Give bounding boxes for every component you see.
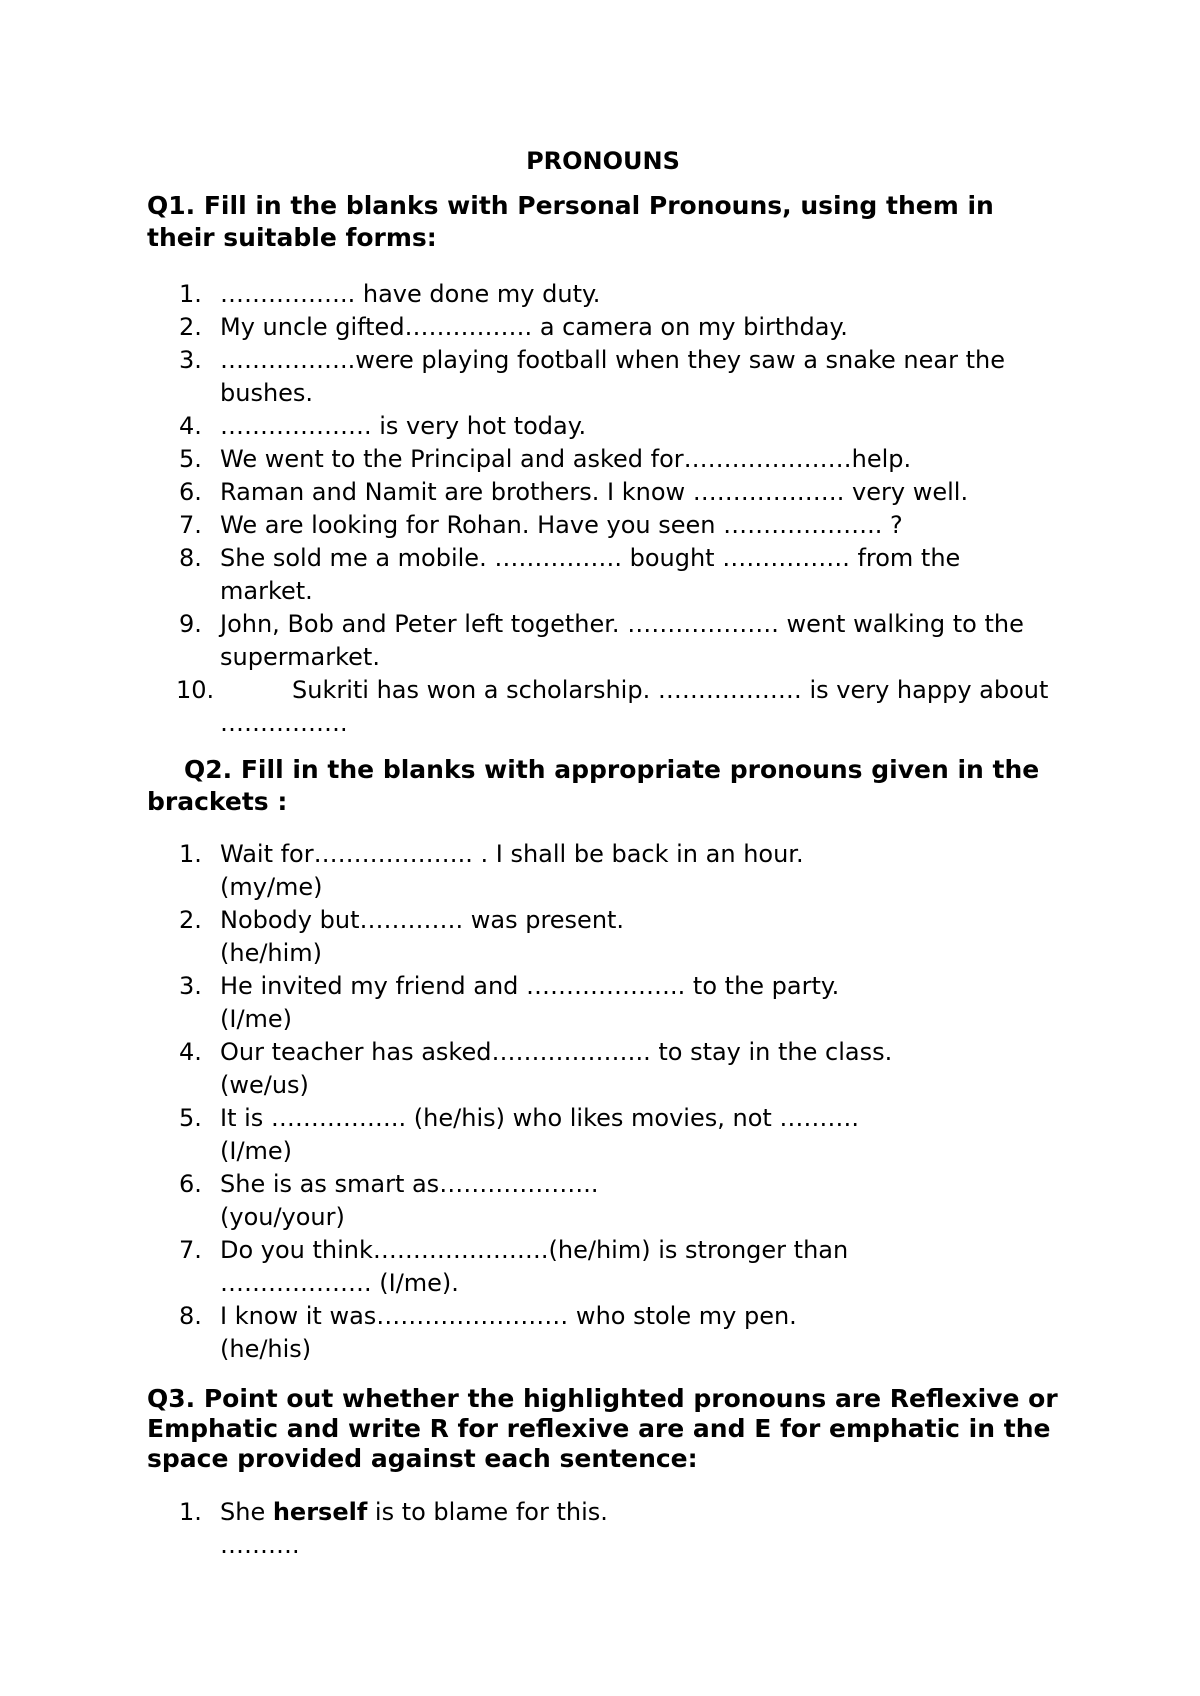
q2-heading: Q2. Fill in the blanks with appropriate pronouns given in the brackets : bbox=[147, 755, 1040, 816]
item-hint: (we/us) bbox=[220, 1071, 309, 1099]
item-text: He invited my friend and ……………….. to the party. bbox=[220, 972, 840, 1000]
q1-item bbox=[147, 542, 1059, 608]
item-hint: (my/me) bbox=[220, 873, 323, 901]
item-text: ………………. is very hot today. bbox=[220, 412, 587, 440]
q2-list bbox=[147, 838, 1059, 1366]
q2-item bbox=[147, 970, 1059, 1036]
item-text: ……………..were playing football when they saw a snake near the bushes. bbox=[220, 346, 1005, 407]
q1-item bbox=[147, 344, 1059, 410]
item-number: 3. bbox=[179, 346, 202, 374]
item-text: …………….. have done my duty. bbox=[220, 280, 601, 308]
item-text bbox=[220, 1496, 1059, 1529]
item-text: We are looking for Rohan. Have you seen ……………….. ? bbox=[220, 511, 903, 539]
q2-item bbox=[147, 1168, 1059, 1234]
item-text: Nobody but…………. was present. bbox=[220, 906, 625, 934]
item-hint: (he/him) bbox=[220, 939, 323, 967]
item-hint: (he/his) bbox=[220, 1335, 312, 1363]
q1-item bbox=[147, 443, 1059, 476]
item-text: We went to the Principal and asked for…………………help. bbox=[220, 445, 912, 473]
item-number: 8. bbox=[179, 1302, 202, 1330]
q2-item bbox=[147, 1036, 1059, 1102]
q2-item bbox=[147, 904, 1059, 970]
item-text: Raman and Namit are brothers. I know ………………. very well. bbox=[220, 478, 969, 506]
item-hint: (I/me) bbox=[220, 1005, 293, 1033]
item-text: Do you think………………….(he/him) is stronger than bbox=[220, 1236, 849, 1264]
item-text: Wait for……………….. . I shall be back in an hour. bbox=[220, 840, 804, 868]
item-hint: (I/me) bbox=[220, 1137, 293, 1165]
item-number: 4. bbox=[179, 1038, 202, 1066]
q2-item bbox=[147, 1300, 1059, 1366]
q1-item bbox=[147, 311, 1059, 344]
item-text: Our teacher has asked……………….. to stay in the class. bbox=[220, 1038, 893, 1066]
item-text: Sukriti has won a scholarship. ……………… is very happy about ……………. bbox=[220, 676, 1049, 737]
q2-item bbox=[147, 1102, 1059, 1168]
item-number: 1. bbox=[179, 280, 202, 308]
q3-list bbox=[147, 1496, 1059, 1562]
item-number: 5. bbox=[179, 445, 202, 473]
item-text: It is …………….. (he/his) who likes movies, not ………. bbox=[220, 1104, 860, 1132]
item-hint: ………………. (I/me). bbox=[220, 1269, 459, 1297]
item-number: 9. bbox=[179, 610, 202, 638]
item-number: 2. bbox=[179, 906, 202, 934]
q1-list bbox=[147, 278, 1059, 740]
item-number: 5. bbox=[179, 1104, 202, 1132]
answer-blank: ………. bbox=[220, 1531, 300, 1559]
q2-item bbox=[147, 1234, 1059, 1300]
item-number: 7. bbox=[179, 511, 202, 539]
item-text: I know it was…………………… who stole my pen. bbox=[220, 1302, 797, 1330]
q3-item bbox=[147, 1496, 1059, 1562]
q1-heading: Q1. Fill in the blanks with Personal Pronouns, using them in their suitable forms: bbox=[147, 191, 994, 252]
q1-item bbox=[147, 674, 1059, 740]
item-number: 6. bbox=[179, 1170, 202, 1198]
item-number: 7. bbox=[179, 1236, 202, 1264]
highlighted-pronoun: herself bbox=[272, 1498, 368, 1526]
q1-item bbox=[147, 509, 1059, 542]
q1-item bbox=[147, 410, 1059, 443]
q1-item bbox=[147, 278, 1059, 311]
q2-item bbox=[147, 838, 1059, 904]
item-number: 10. bbox=[176, 676, 215, 704]
item-number: 4. bbox=[179, 412, 202, 440]
item-text: John, Bob and Peter left together. ………………. went walking to the supermarket. bbox=[220, 610, 1024, 671]
page-title: PRONOUNS bbox=[526, 147, 680, 175]
item-text: She sold me a mobile. ……………. bought ……………. from the market. bbox=[220, 544, 961, 605]
q1-item bbox=[147, 608, 1059, 674]
item-number: 2. bbox=[179, 313, 202, 341]
item-number: 1. bbox=[179, 840, 202, 868]
item-number: 6. bbox=[179, 478, 202, 506]
q1-item bbox=[147, 476, 1059, 509]
item-number: 1. bbox=[179, 1498, 202, 1526]
item-number: 3. bbox=[179, 972, 202, 1000]
item-hint: (you/your) bbox=[220, 1203, 345, 1231]
item-number: 8. bbox=[179, 544, 202, 572]
item-text: My uncle gifted……………. a camera on my birthday. bbox=[220, 313, 848, 341]
item-text-before: She bbox=[220, 1498, 273, 1526]
q3-heading: Q3. Point out whether the highlighted pronouns are Reflexive or Emphatic and write R for reflexive are and E for emphatic in the space provided against each sentence: bbox=[147, 1384, 1058, 1473]
item-text-after: is to blame for this. bbox=[367, 1498, 608, 1526]
item-text: She is as smart as……………….. bbox=[220, 1170, 599, 1198]
